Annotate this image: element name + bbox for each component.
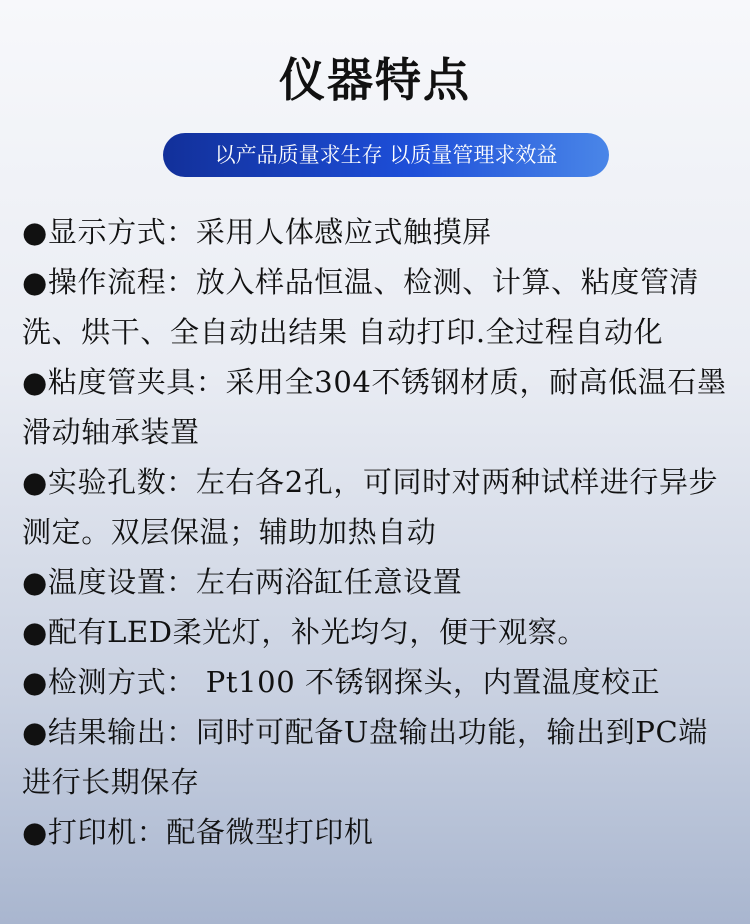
feature-detection-method: ●检测方式： Pt100 不锈钢探头，内置温度校正	[22, 665, 661, 699]
feature-result-output: ●结果输出：同时可配备U盘输出功能，输出到PC端进行长期保存	[22, 715, 708, 799]
feature-operation-flow: ●操作流程：放入样品恒温、检测、计算、粘度管清洗、烘干、全自动出结果 自动打印.全过程自动化	[22, 265, 700, 349]
feature-display-mode: ●显示方式：采用人体感应式触摸屏	[22, 215, 492, 249]
page-title: 仪器特点	[279, 53, 471, 107]
feature-led-light: ●配有LED柔光灯，补光均匀，便于观察。	[22, 615, 587, 649]
feature-test-holes: ●实验孔数：左右各2孔，可同时对两种试样进行异步测定。双层保温；辅助加热自动	[22, 465, 719, 549]
feature-list	[22, 207, 734, 857]
feature-printer: ●打印机：配备微型打印机	[22, 815, 374, 849]
feature-tube-clamp: ●粘度管夹具：采用全304不锈钢材质，耐高低温石墨滑动轴承装置	[22, 365, 727, 449]
slogan-banner: 以产品质量求生存 以质量管理求效益	[163, 133, 609, 177]
feature-temperature-setting: ●温度设置：左右两浴缸任意设置	[22, 565, 463, 599]
